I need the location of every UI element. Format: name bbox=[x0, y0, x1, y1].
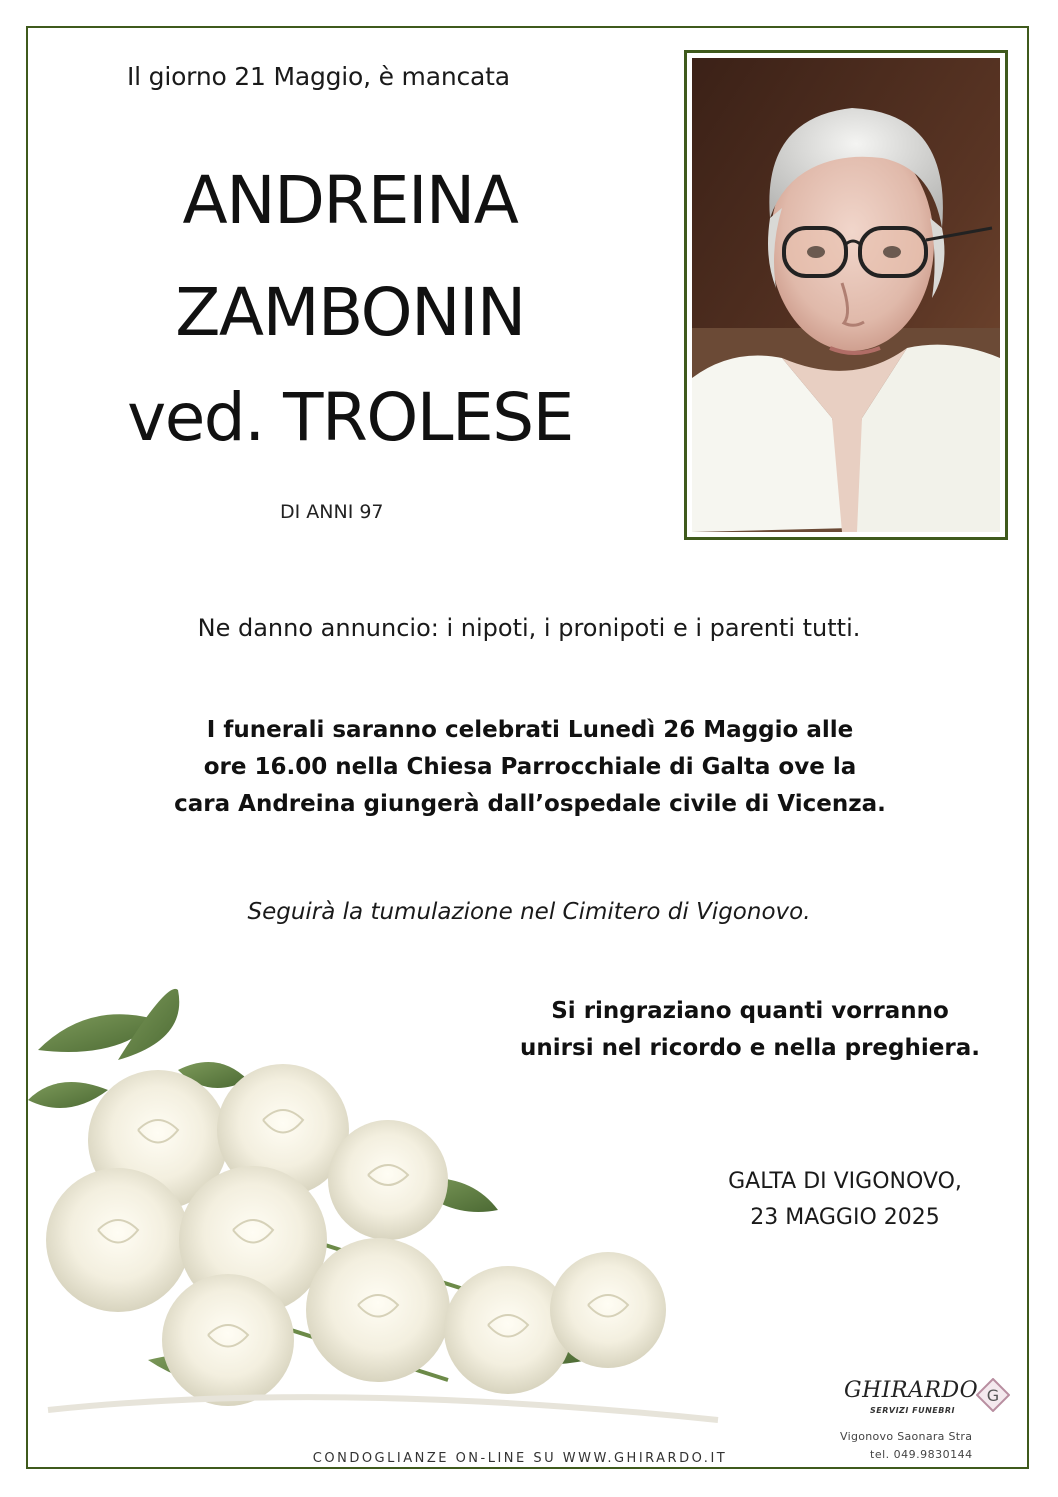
funeral-line: ore 16.00 nella Chiesa Parrocchiale di Galta ove la bbox=[203, 754, 857, 780]
burial-text: Seguirà la tumulazione nel Cimitero di Vigonovo. bbox=[247, 899, 811, 925]
announcement-text: Ne danno annuncio: i nipoti, i pronipoti e i parenti tutti. bbox=[197, 614, 861, 642]
funeral-line: cara Andreina giungerà dall’ospedale civile di Vicenza. bbox=[174, 791, 886, 817]
condolences-link[interactable]: CONDOGLIANZE ON-LINE SU WWW.GHIRARDO.IT bbox=[312, 1451, 728, 1466]
deceased-widow-of: ved. TROLESE bbox=[127, 379, 573, 456]
thanks-line: unirsi nel ricordo e nella preghiera. bbox=[520, 1035, 980, 1061]
funeral-line: I funerali saranno celebrati Lunedì 26 Maggio alle bbox=[206, 717, 854, 743]
date-text: 23 MAGGIO 2025 bbox=[750, 1205, 940, 1230]
funeral-details bbox=[60, 712, 1000, 823]
logo-name: GHIRARDO bbox=[844, 1378, 979, 1403]
deceased-first-name: ANDREINA bbox=[182, 162, 518, 239]
portrait-frame bbox=[684, 50, 1008, 540]
thanks-text bbox=[490, 993, 1010, 1067]
thanks-line: Si ringraziano quanti vorranno bbox=[551, 998, 949, 1024]
intro-text: Il giorno 21 Maggio, è mancata bbox=[127, 62, 510, 91]
logo-phone: tel. 049.9830144 bbox=[870, 1448, 973, 1461]
logo-places: Vigonovo Saonara Stra bbox=[840, 1430, 973, 1443]
portrait-photo bbox=[692, 58, 1000, 532]
place-text: GALTA DI VIGONOVO, bbox=[728, 1169, 962, 1194]
logo-subtitle: SERVIZI FUNEBRI bbox=[870, 1406, 955, 1415]
deceased-last-name: ZAMBONIN bbox=[175, 274, 525, 351]
logo-diamond-icon bbox=[976, 1378, 1010, 1412]
deceased-age: DI ANNI 97 bbox=[280, 501, 384, 523]
logo-letter: G bbox=[986, 1386, 1000, 1405]
place-date bbox=[690, 1164, 1000, 1236]
